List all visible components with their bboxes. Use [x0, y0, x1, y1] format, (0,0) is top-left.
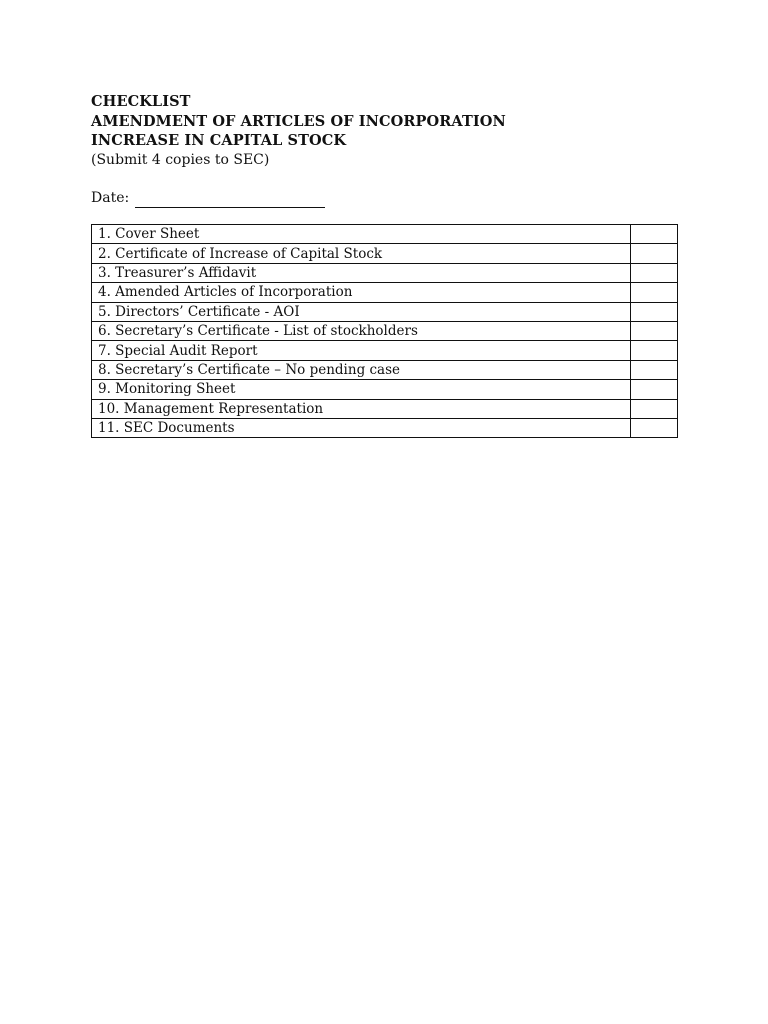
table-row [92, 399, 678, 418]
table-row [92, 380, 678, 399]
checklist-item-checkbox[interactable] [631, 380, 678, 399]
checklist-item-label: 2. Certificate of Increase of Capital Stock [92, 244, 631, 263]
table-row [92, 302, 678, 321]
table-row [92, 321, 678, 340]
date-blank-line[interactable] [135, 193, 325, 208]
document-subtitle-amendment: AMENDMENT OF ARTICLES OF INCORPORATION [91, 112, 506, 130]
checklist-item-checkbox[interactable] [631, 341, 678, 360]
checklist-item-label: 9. Monitoring Sheet [92, 380, 631, 399]
checklist-item-checkbox[interactable] [631, 225, 678, 244]
checklist-item-label: 1. Cover Sheet [92, 225, 631, 244]
submission-note: (Submit 4 copies to SEC) [91, 151, 270, 168]
checklist-item-label: 5. Directors’ Certificate - AOI [92, 302, 631, 321]
table-row [92, 263, 678, 282]
checklist-table [91, 224, 678, 438]
checklist-item-checkbox[interactable] [631, 263, 678, 282]
checklist-item-label: 4. Amended Articles of Incorporation [92, 283, 631, 302]
document-title: CHECKLIST [91, 93, 191, 110]
table-row [92, 283, 678, 302]
checklist-item-label: 8. Secretary’s Certificate – No pending case [92, 360, 631, 379]
checklist-item-checkbox[interactable] [631, 302, 678, 321]
checklist-item-label: 10. Management Representation [92, 399, 631, 418]
checklist-item-label: 11. SEC Documents [92, 418, 631, 437]
checklist-item-checkbox[interactable] [631, 244, 678, 263]
date-row [91, 189, 678, 208]
checklist-item-label: 3. Treasurer’s Affidavit [92, 263, 631, 282]
checklist-item-label: 7. Special Audit Report [92, 341, 631, 360]
checklist-item-checkbox[interactable] [631, 418, 678, 437]
table-row [92, 244, 678, 263]
table-row [92, 341, 678, 360]
checklist-item-checkbox[interactable] [631, 360, 678, 379]
document-subtitle-capital-stock: INCREASE IN CAPITAL STOCK [91, 132, 347, 149]
table-row [92, 225, 678, 244]
checklist-item-label: 6. Secretary’s Certificate - List of stockholders [92, 321, 631, 340]
checklist-item-checkbox[interactable] [631, 283, 678, 302]
table-row [92, 418, 678, 437]
checklist-item-checkbox[interactable] [631, 321, 678, 340]
document-page [91, 92, 678, 437]
table-row [92, 360, 678, 379]
checklist-item-checkbox[interactable] [631, 399, 678, 418]
date-label: Date: [91, 189, 130, 206]
